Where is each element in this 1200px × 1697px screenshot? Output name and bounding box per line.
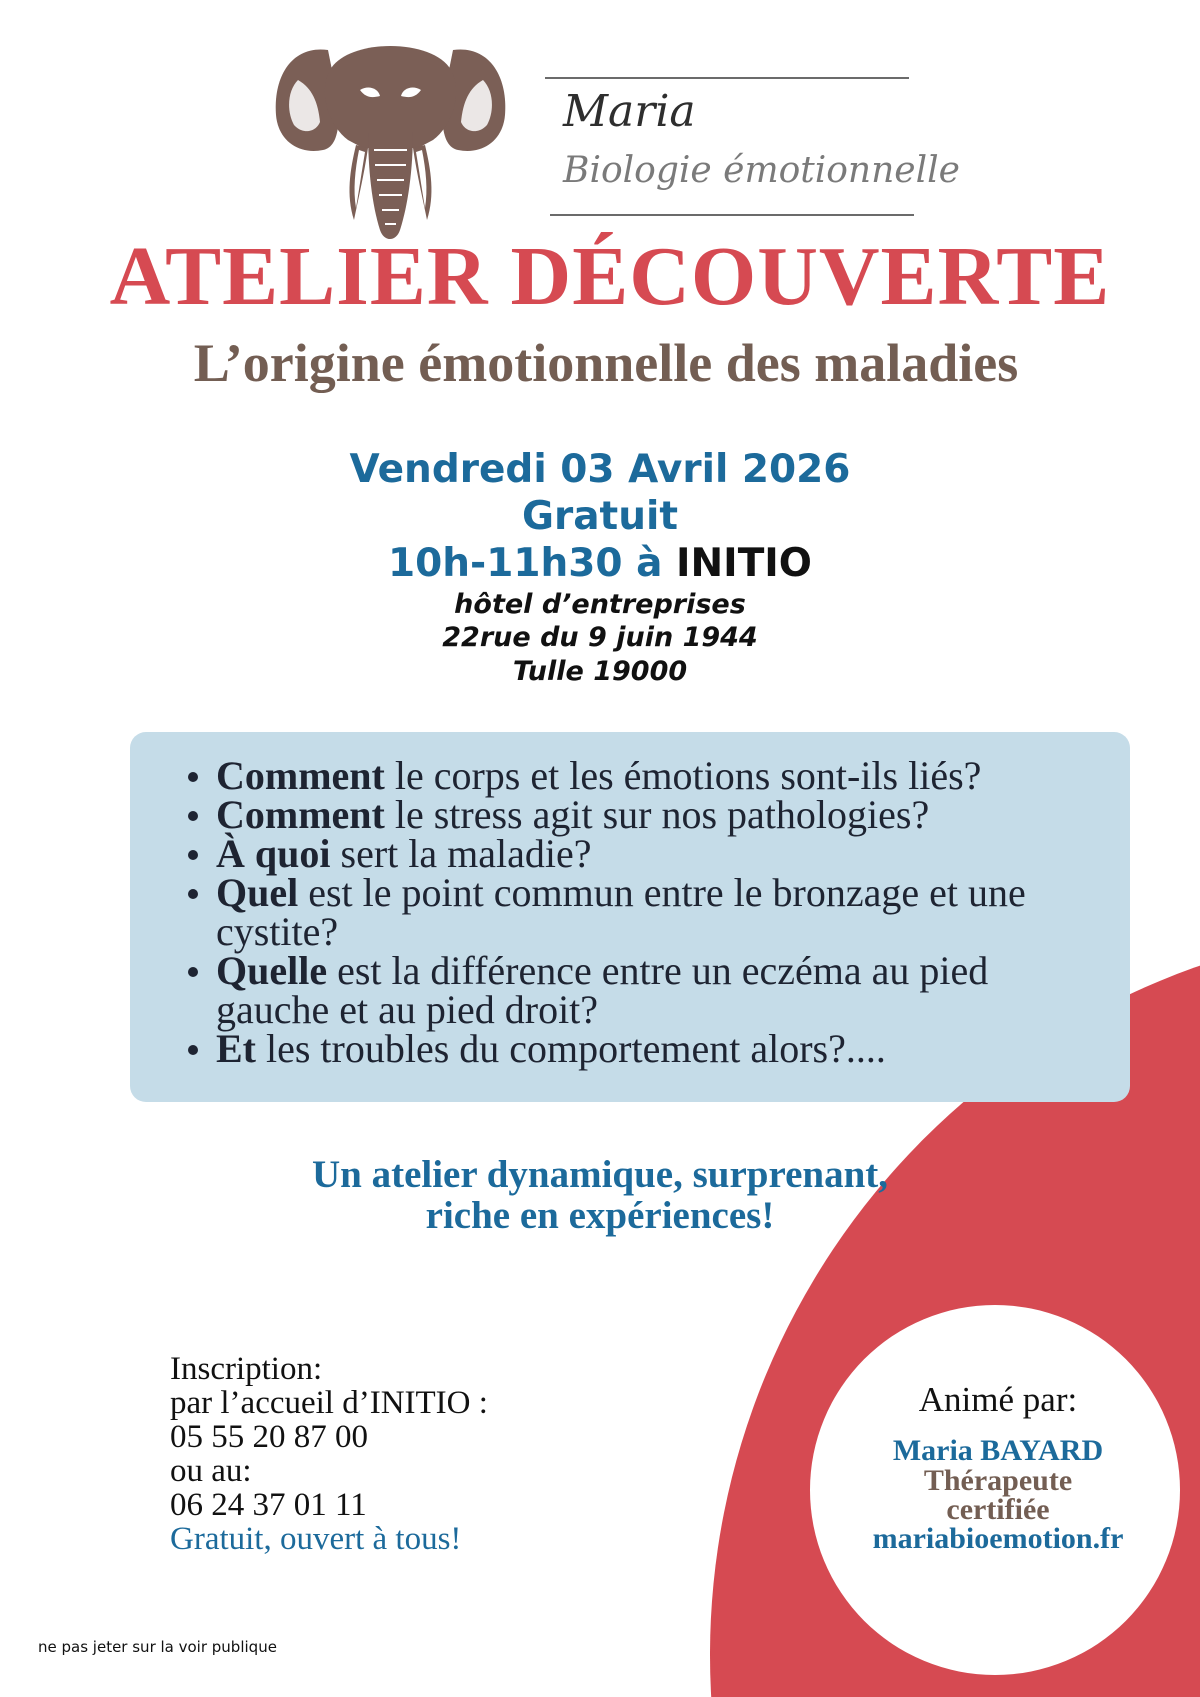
question-text: est la différence entre un eczéma au pied gauche et au pied droit? bbox=[216, 948, 989, 1032]
list-item bbox=[216, 792, 1106, 837]
host-role-line-2: certifiée bbox=[946, 1493, 1050, 1526]
host-role-line-1: Thérapeute bbox=[923, 1464, 1073, 1497]
question-keyword: Comment bbox=[216, 753, 385, 798]
list-item bbox=[216, 1026, 1106, 1071]
question-text: les troubles du comportement alors?.... bbox=[256, 1026, 886, 1071]
host-name: Maria BAYARD bbox=[892, 1434, 1104, 1467]
page-subtitle: L’origine émotionnelle des maladies bbox=[193, 333, 1019, 393]
list-item bbox=[216, 870, 1106, 954]
question-keyword: Comment bbox=[216, 792, 385, 837]
list-item bbox=[216, 831, 1106, 876]
question-text: est le point commun entre le bronzage et une cystite? bbox=[216, 870, 1026, 954]
registration-open-note: Gratuit, ouvert à tous! bbox=[170, 1521, 462, 1557]
address-line-3: Tulle 19000 bbox=[512, 656, 688, 687]
event-time bbox=[0, 541, 1200, 586]
page-title: ATELIER DÉCOUVERTE bbox=[109, 230, 1111, 323]
event-date: Vendredi 03 Avril 2026 bbox=[349, 447, 851, 492]
registration-or: ou au: bbox=[170, 1453, 252, 1489]
questions-list bbox=[216, 753, 1106, 1071]
footer-note: ne pas jeter sur la voir publique bbox=[38, 1638, 277, 1656]
logo-subtitle: Biologie émotionnelle bbox=[563, 150, 960, 191]
registration-phone-1: 05 55 20 87 00 bbox=[170, 1419, 368, 1455]
host-info bbox=[818, 1380, 1178, 1554]
question-keyword: À quoi bbox=[216, 831, 331, 876]
question-text: le corps et les émotions sont-ils liés? bbox=[384, 753, 982, 798]
list-item bbox=[216, 948, 1106, 1032]
logo-bottom-rule bbox=[550, 214, 914, 216]
host-label: Animé par: bbox=[918, 1380, 1078, 1419]
address-line-1: hôtel d’entreprises bbox=[454, 589, 746, 620]
event-venue: INITIO bbox=[676, 541, 812, 586]
question-text: sert la maladie? bbox=[330, 831, 592, 876]
registration-info bbox=[170, 1352, 488, 1556]
tagline-line-1: Un atelier dynamique, surprenant, bbox=[311, 1153, 889, 1196]
logo-top-rule bbox=[545, 77, 909, 79]
registration-phone-2: 06 24 37 01 11 bbox=[170, 1487, 367, 1523]
list-item bbox=[216, 753, 1106, 798]
tagline-line-2: riche en expériences! bbox=[425, 1194, 775, 1237]
event-time-text: 10h-11h30 à bbox=[388, 541, 663, 586]
address-line-2: 22rue du 9 juin 1944 bbox=[442, 622, 758, 653]
registration-via: par l’accueil d’INITIO : bbox=[170, 1385, 488, 1421]
question-keyword: Et bbox=[216, 1026, 256, 1071]
questions-box bbox=[130, 732, 1130, 1102]
logo-name: Maria bbox=[563, 86, 696, 137]
host-website: mariabioemotion.fr bbox=[872, 1522, 1124, 1555]
question-keyword: Quel bbox=[216, 870, 299, 915]
question-text: le stress agit sur nos pathologies? bbox=[384, 792, 930, 837]
question-keyword: Quelle bbox=[216, 948, 328, 993]
registration-label: Inscription: bbox=[170, 1351, 323, 1387]
event-price: Gratuit bbox=[522, 494, 678, 539]
elephant-head-icon bbox=[268, 30, 513, 250]
